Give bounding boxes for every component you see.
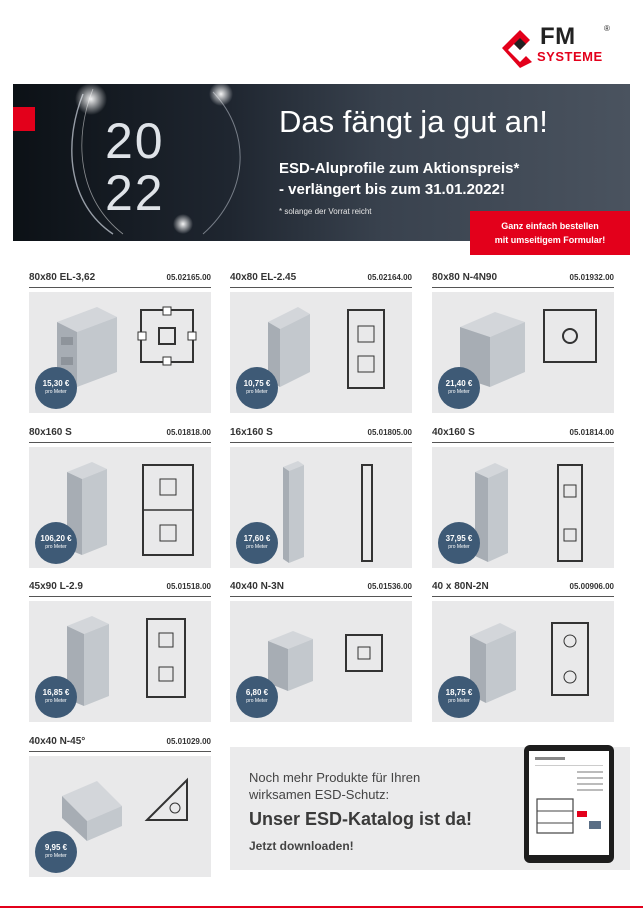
profile-cross-section-icon bbox=[540, 461, 600, 571]
product-code: 05.02165.00 bbox=[166, 273, 211, 282]
catalog-page-icon bbox=[529, 751, 609, 855]
red-accent-square bbox=[13, 107, 35, 131]
tablet-catalog-image bbox=[524, 745, 614, 863]
price-amount: 16,85 € bbox=[42, 688, 70, 697]
product-code: 05.00906.00 bbox=[569, 582, 614, 591]
product-name: 40x40 N-45° bbox=[29, 736, 86, 747]
profile-cross-section-icon bbox=[338, 306, 398, 396]
price-unit: pro Meter bbox=[246, 698, 268, 704]
product-code: 05.01805.00 bbox=[367, 428, 412, 437]
product-name: 40 x 80N-2N bbox=[432, 581, 489, 592]
price-amount: 10,75 € bbox=[243, 379, 271, 388]
price-amount: 17,60 € bbox=[243, 534, 271, 543]
brand-sub: SYSTEME bbox=[537, 49, 603, 64]
banner-headline: Das fängt ja gut an! bbox=[279, 104, 548, 139]
price-badge bbox=[35, 367, 77, 409]
price-unit: pro Meter bbox=[448, 544, 470, 550]
product-card[interactable] bbox=[230, 271, 412, 413]
price-amount: 9,95 € bbox=[44, 843, 68, 852]
product-card[interactable] bbox=[29, 271, 211, 413]
product-name: 80x80 N-4N90 bbox=[432, 272, 498, 283]
price-badge bbox=[438, 522, 480, 564]
esd-line-1: Noch mehr Produkte für Ihren bbox=[249, 770, 421, 785]
logo-mark-icon bbox=[500, 28, 540, 68]
profile-cross-section-icon bbox=[338, 615, 398, 675]
product-card[interactable] bbox=[230, 426, 412, 568]
product-name: 40x160 S bbox=[432, 427, 475, 438]
product-card[interactable] bbox=[432, 271, 614, 413]
price-amount: 6,80 € bbox=[245, 688, 269, 697]
registered-mark: ® bbox=[604, 24, 610, 33]
bottom-rule bbox=[0, 906, 643, 908]
product-code: 05.01932.00 bbox=[569, 273, 614, 282]
product-code: 05.01536.00 bbox=[367, 582, 412, 591]
brand-name: FM bbox=[540, 23, 576, 50]
price-unit: pro Meter bbox=[448, 698, 470, 704]
product-card[interactable] bbox=[29, 735, 211, 877]
esd-headline: Unser ESD-Katalog ist da! bbox=[249, 809, 473, 829]
product-name: 45x90 L-2.9 bbox=[29, 581, 83, 592]
product-card[interactable] bbox=[230, 580, 412, 722]
banner-subline-2: - verlängert bis zum 31.01.2022! bbox=[279, 181, 505, 198]
product-card[interactable] bbox=[432, 426, 614, 568]
price-amount: 21,40 € bbox=[445, 379, 473, 388]
profile-cross-section-icon bbox=[540, 306, 600, 366]
product-code: 05.01818.00 bbox=[166, 428, 211, 437]
product-card[interactable] bbox=[29, 580, 211, 722]
product-name: 40x80 EL-2.45 bbox=[230, 272, 297, 283]
price-badge bbox=[35, 831, 77, 873]
product-code: 05.01518.00 bbox=[166, 582, 211, 591]
price-badge bbox=[438, 367, 480, 409]
profile-cross-section-icon bbox=[137, 306, 197, 366]
order-cta[interactable] bbox=[470, 211, 630, 255]
product-code: 05.01029.00 bbox=[166, 737, 211, 746]
product-name: 80x160 S bbox=[29, 427, 72, 438]
order-cta-line-2: mit umseitigem Formular! bbox=[494, 235, 606, 245]
product-card[interactable] bbox=[432, 580, 614, 722]
product-card[interactable] bbox=[29, 426, 211, 568]
price-unit: pro Meter bbox=[45, 544, 67, 550]
banner-subline-1: ESD-Aluprofile zum Aktionspreis* bbox=[279, 160, 520, 177]
price-amount: 15,30 € bbox=[42, 379, 70, 388]
price-badge bbox=[438, 676, 480, 718]
profile-cross-section-icon bbox=[137, 615, 197, 705]
price-unit: pro Meter bbox=[45, 389, 67, 395]
esd-line-2: wirksamen ESD-Schutz: bbox=[249, 787, 390, 802]
price-amount: 106,20 € bbox=[40, 534, 72, 543]
price-unit: pro Meter bbox=[246, 544, 268, 550]
price-badge bbox=[236, 522, 278, 564]
price-unit: pro Meter bbox=[246, 389, 268, 395]
esd-catalog-promo[interactable] bbox=[230, 747, 630, 870]
download-link[interactable]: Jetzt downloaden! bbox=[249, 839, 354, 853]
price-amount: 18,75 € bbox=[445, 688, 473, 697]
price-badge bbox=[35, 676, 77, 718]
product-name: 40x40 N-3N bbox=[230, 581, 284, 592]
price-badge bbox=[35, 522, 77, 564]
price-badge bbox=[236, 676, 278, 718]
price-unit: pro Meter bbox=[448, 389, 470, 395]
year-top: 20 bbox=[105, 113, 165, 169]
product-name: 80x80 EL-3,62 bbox=[29, 272, 96, 283]
profile-cross-section-icon bbox=[540, 615, 600, 705]
fm-systeme-logo bbox=[500, 22, 620, 68]
price-unit: pro Meter bbox=[45, 853, 67, 859]
product-name: 16x160 S bbox=[230, 427, 273, 438]
profile-cross-section-icon bbox=[137, 461, 207, 561]
product-code: 05.01814.00 bbox=[569, 428, 614, 437]
profile-cross-section-icon bbox=[137, 770, 197, 830]
banner-footnote: * solange der Vorrat reicht bbox=[279, 207, 372, 216]
price-unit: pro Meter bbox=[45, 698, 67, 704]
year-bottom: 22 bbox=[105, 165, 165, 221]
price-badge bbox=[236, 367, 278, 409]
product-code: 05.02164.00 bbox=[367, 273, 412, 282]
order-cta-line-1: Ganz einfach bestellen bbox=[501, 221, 599, 231]
profile-cross-section-icon bbox=[338, 461, 398, 571]
price-amount: 37,95 € bbox=[445, 534, 473, 543]
